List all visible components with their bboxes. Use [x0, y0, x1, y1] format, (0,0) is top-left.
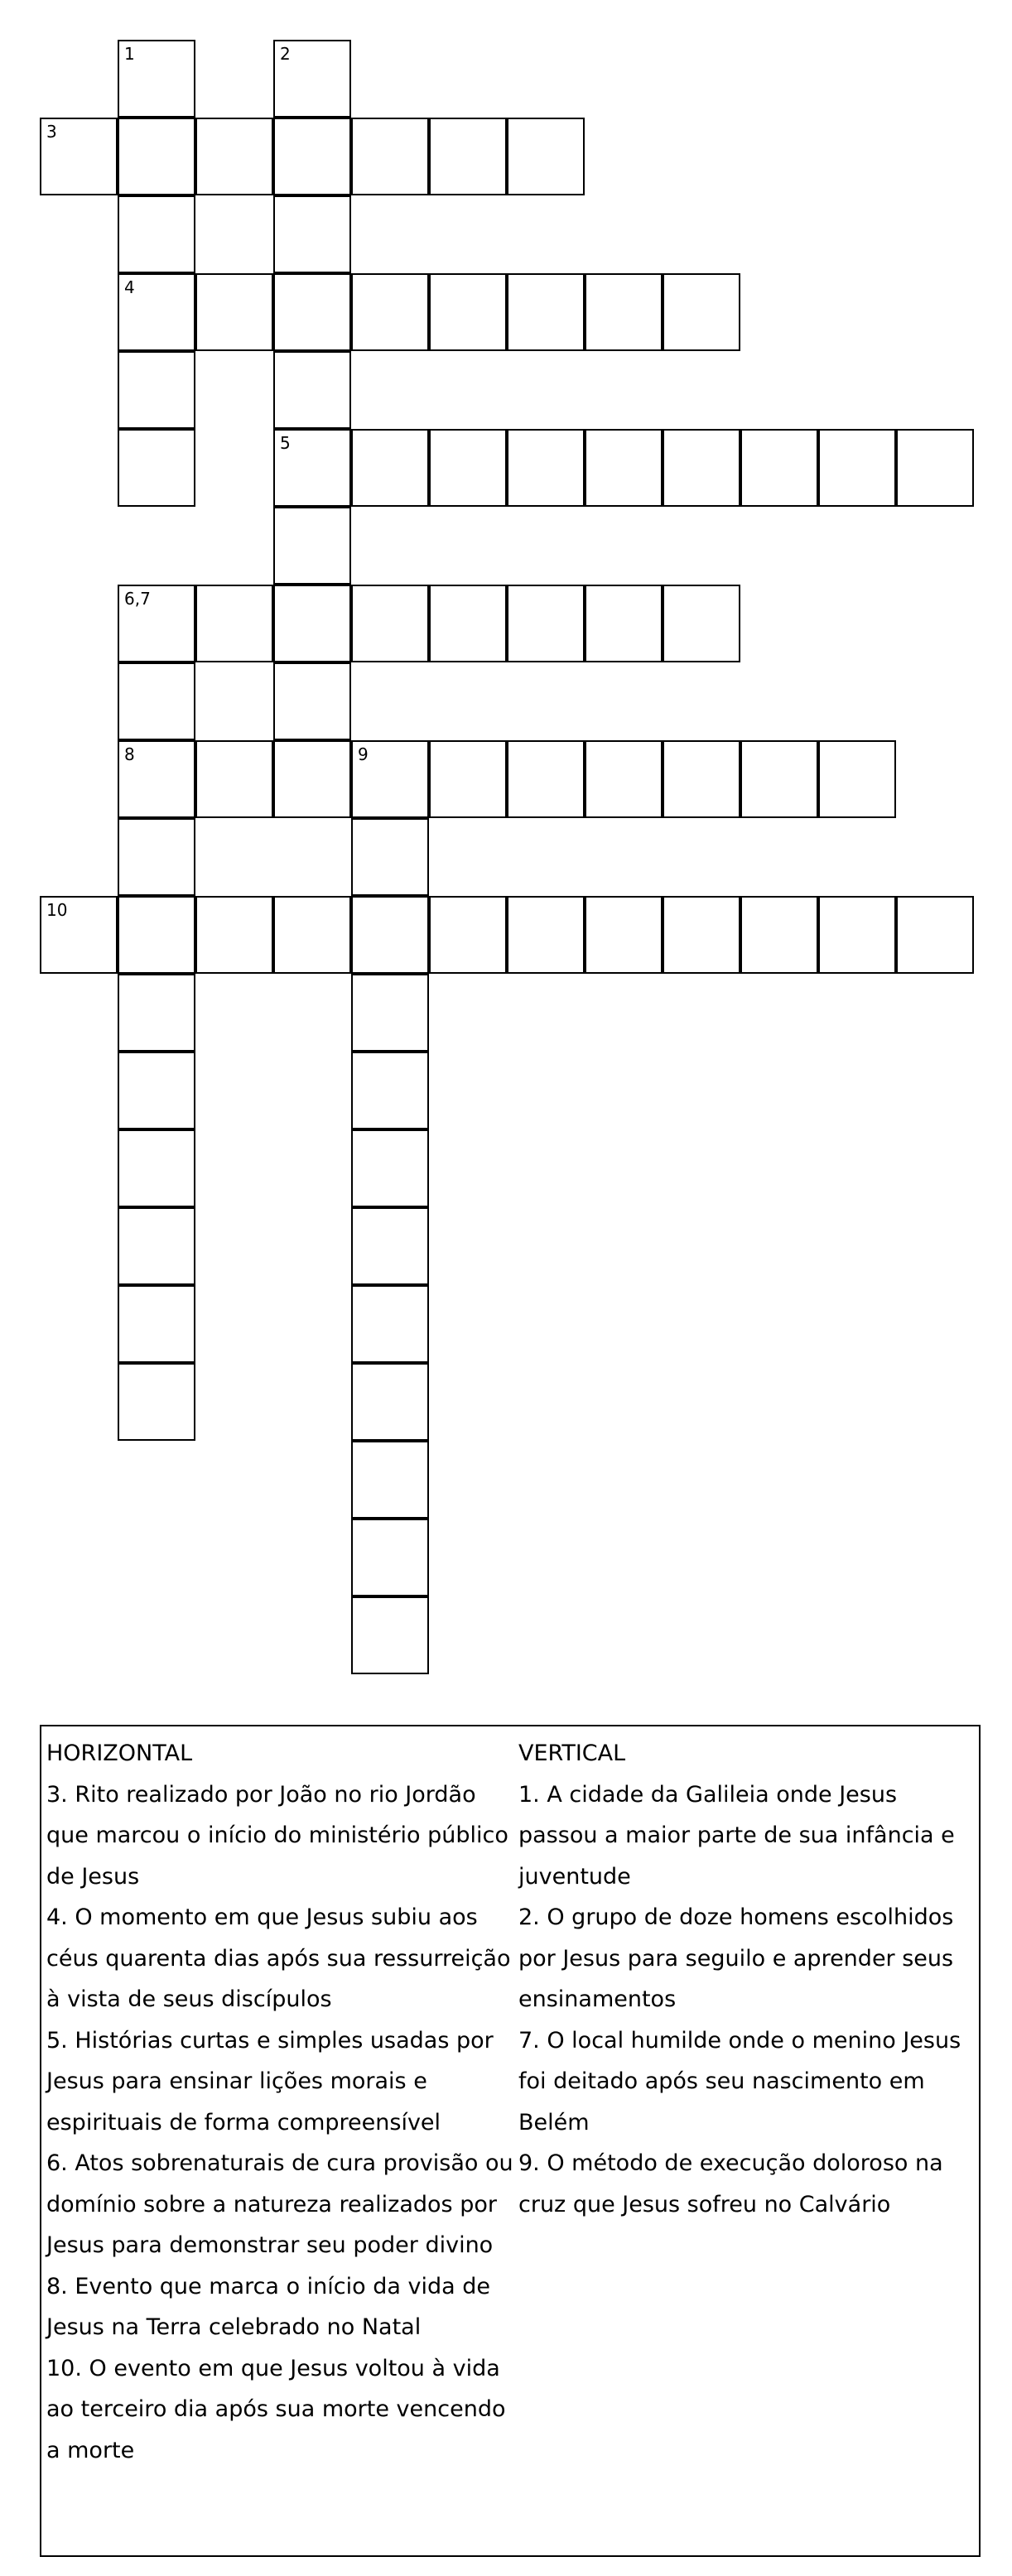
- grid-cell[interactable]: [195, 585, 273, 662]
- grid-cell[interactable]: [118, 1207, 195, 1285]
- clue-h-10: 10. O evento em que Jesus voltou à vida ao terceiro dia após sua morte vencendo a morte: [46, 2355, 506, 2463]
- grid-cell[interactable]: [118, 740, 195, 818]
- grid-cell[interactable]: [351, 740, 429, 818]
- grid-cell[interactable]: [351, 1596, 429, 1674]
- grid-cell[interactable]: [429, 896, 507, 974]
- cell-number: 5: [280, 433, 291, 453]
- grid-cell[interactable]: [818, 896, 896, 974]
- grid-cell[interactable]: [663, 896, 740, 974]
- grid-cell[interactable]: [429, 429, 507, 507]
- clue-h-4: 4. O momento em que Jesus subiu aos céus quarenta dias após sua ressurreição à vista de seus discípulos: [46, 1904, 511, 2012]
- grid-cell[interactable]: [195, 896, 273, 974]
- grid-cell[interactable]: [896, 429, 974, 507]
- clue-v-2: 2. O grupo de doze homens escolhidos por Jesus para seguilo e aprender seus ensinamentos: [518, 1904, 954, 2012]
- clue-v-7: 7. O local humilde onde o menino Jesus foi deitado após seu nascimento em Belém: [518, 2027, 961, 2135]
- vertical-title: VERTICAL: [518, 1741, 626, 1766]
- grid-cell[interactable]: [351, 896, 429, 974]
- cell-number: 10: [46, 900, 68, 920]
- grid-cell[interactable]: [118, 1363, 195, 1441]
- grid-cell[interactable]: [740, 740, 818, 818]
- grid-cell[interactable]: [507, 740, 585, 818]
- cell-number: 9: [358, 744, 369, 764]
- grid-cell[interactable]: [195, 118, 273, 195]
- grid-cell[interactable]: [273, 740, 351, 818]
- grid-cell[interactable]: [429, 273, 507, 351]
- grid-cell[interactable]: [118, 195, 195, 273]
- grid-cell[interactable]: [507, 585, 585, 662]
- clue-h-5: 5. Histórias curtas e simples usadas por Jesus para ensinar lições morais e espirituais de forma compreensível: [46, 2027, 494, 2135]
- grid-cell[interactable]: [118, 273, 195, 351]
- clue-v-9: 9. O método de execução doloroso na cruz que Jesus sofreu no Calvário: [518, 2150, 943, 2217]
- grid-cell[interactable]: [663, 429, 740, 507]
- grid-cell[interactable]: [273, 118, 351, 195]
- grid-cell[interactable]: [118, 1285, 195, 1363]
- grid-cell[interactable]: [273, 507, 351, 585]
- grid-cell[interactable]: [663, 273, 740, 351]
- grid-cell[interactable]: [585, 273, 663, 351]
- grid-cell[interactable]: [40, 118, 118, 195]
- grid-cell[interactable]: [118, 40, 195, 118]
- grid-cell[interactable]: [351, 118, 429, 195]
- grid-cell[interactable]: [118, 818, 195, 896]
- grid-cell[interactable]: [896, 896, 974, 974]
- grid-cell[interactable]: [429, 118, 507, 195]
- clues-box: [40, 1725, 981, 2557]
- grid-cell[interactable]: [118, 1129, 195, 1207]
- grid-cell[interactable]: [429, 740, 507, 818]
- grid-cell[interactable]: [195, 740, 273, 818]
- grid-cell[interactable]: [273, 662, 351, 740]
- grid-cell[interactable]: [507, 429, 585, 507]
- grid-cell[interactable]: [118, 662, 195, 740]
- grid-cell[interactable]: [273, 273, 351, 351]
- grid-cell[interactable]: [273, 429, 351, 507]
- grid-cell[interactable]: [118, 585, 195, 662]
- grid-cell[interactable]: [507, 273, 585, 351]
- horizontal-clues: [46, 1733, 518, 2471]
- grid-cell[interactable]: [351, 1129, 429, 1207]
- grid-cell[interactable]: [351, 818, 429, 896]
- cell-number: 8: [124, 744, 135, 764]
- grid-cell[interactable]: [351, 273, 429, 351]
- grid-cell[interactable]: [118, 974, 195, 1052]
- grid-cell[interactable]: [585, 585, 663, 662]
- clue-v-1: 1. A cidade da Galileia onde Jesus passou a maior parte de sua infância e juventude: [518, 1781, 955, 1890]
- grid-cell[interactable]: [195, 273, 273, 351]
- cell-number: 1: [124, 44, 135, 64]
- cell-number: 2: [280, 44, 291, 64]
- cell-number: 4: [124, 277, 135, 297]
- grid-cell[interactable]: [740, 896, 818, 974]
- grid-cell[interactable]: [507, 896, 585, 974]
- cell-number: 6,7: [124, 589, 151, 609]
- clue-h-3: 3. Rito realizado por João no rio Jordão que marcou o início do ministério público de Jesus: [46, 1781, 508, 1890]
- grid-cell[interactable]: [273, 585, 351, 662]
- grid-cell[interactable]: [273, 40, 351, 118]
- grid-cell[interactable]: [273, 896, 351, 974]
- grid-cell[interactable]: [351, 1363, 429, 1441]
- grid-cell[interactable]: [818, 740, 896, 818]
- grid-cell[interactable]: [351, 585, 429, 662]
- grid-cell[interactable]: [273, 351, 351, 429]
- grid-cell[interactable]: [118, 896, 195, 974]
- grid-cell[interactable]: [429, 585, 507, 662]
- clue-h-8: 8. Evento que marca o início da vida de Jesus na Terra celebrado no Natal: [46, 2273, 490, 2340]
- grid-cell[interactable]: [507, 118, 585, 195]
- grid-cell[interactable]: [351, 1441, 429, 1519]
- grid-cell[interactable]: [585, 740, 663, 818]
- vertical-clues: [518, 1733, 974, 2225]
- grid-cell[interactable]: [351, 1519, 429, 1596]
- grid-cell[interactable]: [351, 1052, 429, 1129]
- clue-h-6: 6. Atos sobrenaturais de cura provisão ou domínio sobre a natureza realizados por Jesus para demonstrar seu poder divino: [46, 2150, 513, 2258]
- grid-cell[interactable]: [818, 429, 896, 507]
- grid-cell[interactable]: [273, 195, 351, 273]
- grid-cell[interactable]: [118, 351, 195, 429]
- grid-cell[interactable]: [585, 896, 663, 974]
- grid-cell[interactable]: [663, 585, 740, 662]
- grid-cell[interactable]: [351, 1285, 429, 1363]
- grid-cell[interactable]: [740, 429, 818, 507]
- grid-cell[interactable]: [40, 896, 118, 974]
- grid-cell[interactable]: [351, 1207, 429, 1285]
- grid-cell[interactable]: [118, 118, 195, 195]
- horizontal-title: HORIZONTAL: [46, 1741, 193, 1766]
- grid-cell[interactable]: [663, 740, 740, 818]
- cell-number: 3: [46, 122, 57, 142]
- grid-cell[interactable]: [585, 429, 663, 507]
- grid-cell[interactable]: [351, 974, 429, 1052]
- grid-cell[interactable]: [118, 429, 195, 507]
- grid-cell[interactable]: [351, 429, 429, 507]
- grid-cell[interactable]: [118, 1052, 195, 1129]
